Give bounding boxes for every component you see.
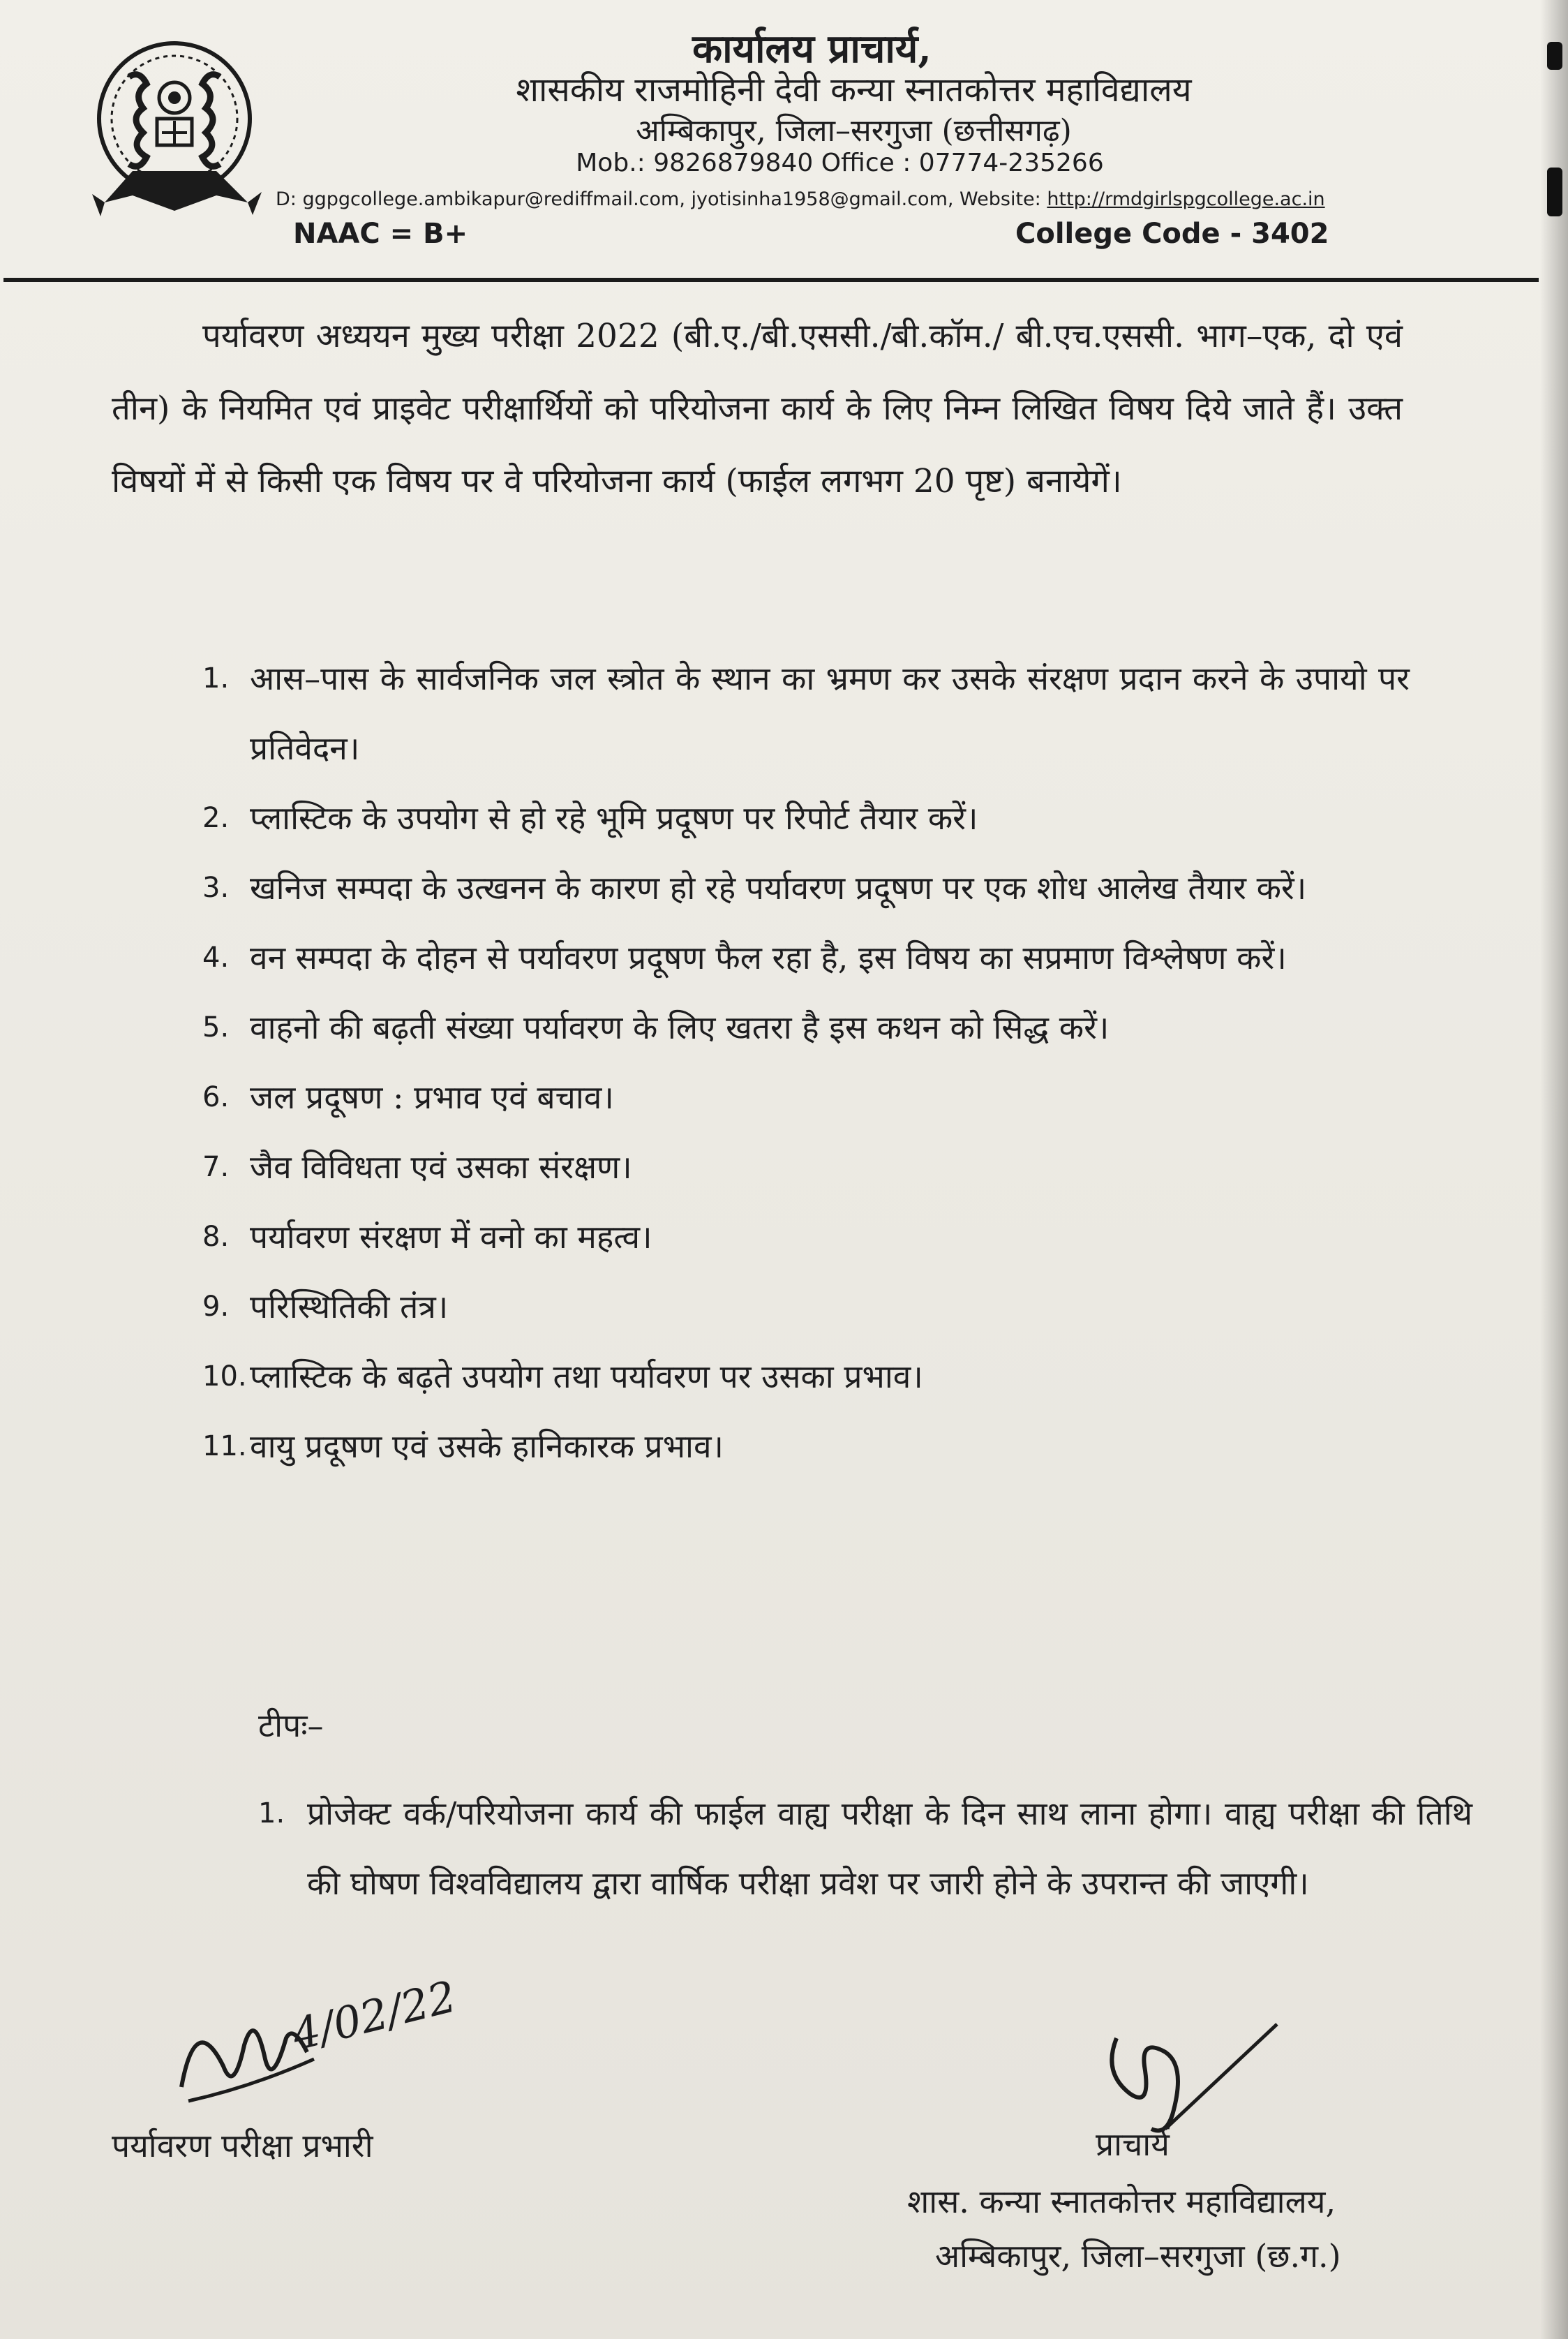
signature-date: 4/02/22: [287, 1970, 461, 2060]
topic-text: वायु प्रदूषण एवं उसके हानिकारक प्रभाव।: [250, 1427, 724, 1465]
topic-item: [202, 1272, 1410, 1342]
note-item: [258, 1779, 1472, 1918]
topic-text: जल प्रदूषण : प्रभाव एवं बचाव।: [250, 1078, 614, 1116]
contact-mobile: Mob.: 9826879840 Office : 07774-235266: [576, 149, 1104, 177]
topic-item: [202, 853, 1410, 923]
principal-address: अम्बिकापुर, जिला–सरगुजा (छ.ग.): [935, 2237, 1341, 2275]
topic-number: 5.: [202, 1011, 230, 1044]
topic-number: 3.: [202, 872, 230, 904]
topic-text: जैव विविधता एवं उसका संरक्षण।: [250, 1148, 632, 1186]
topic-text: पर्यावरण संरक्षण में वनो का महत्व।: [250, 1218, 652, 1256]
principal-college: शास. कन्या स्नातकोत्तर महाविद्यालय,: [907, 2183, 1336, 2220]
contact-email-line: [276, 188, 1325, 210]
topic-item: [202, 1062, 1410, 1132]
punch-mark: [1547, 168, 1562, 216]
college-code: College Code - 3402: [1015, 218, 1329, 250]
topic-number: 8.: [202, 1221, 230, 1253]
topic-number: 7.: [202, 1151, 230, 1183]
topic-text: वन सम्पदा के दोहन से पर्यावरण प्रदूषण फैल रहा है, इस विषय का सप्रमाण विश्लेषण करें।: [250, 939, 1287, 977]
email-text: D: ggpgcollege.ambikapur@rediffmail.com, jyotisinha1958@gmail.com, Website:: [276, 188, 1041, 210]
website-link[interactable]: http://rmdgirlspgcollege.ac.in: [1047, 188, 1325, 210]
topic-text: प्लास्टिक के बढ़ते उपयोग तथा पर्यावरण पर उसका प्रभाव।: [250, 1358, 923, 1395]
topic-text: खनिज सम्पदा के उत्खनन के कारण हो रहे पर्यावरण प्रदूषण पर एक शोध आलेख तैयार करें।: [250, 869, 1307, 907]
topic-text: आस–पास के सार्वजनिक जल स्त्रोत के स्थान का भ्रमण कर उसके संरक्षण प्रदान करने के उपायो पर प्रतिवेदन।: [250, 660, 1410, 767]
exam-incharge-label: पर्यावरण परीक्षा प्रभारी: [112, 2127, 373, 2164]
note-number: 1.: [258, 1797, 285, 1829]
topic-item: [202, 993, 1410, 1062]
naac-grade: NAAC = B+: [293, 218, 468, 250]
principal-label: प्राचार्य: [1096, 2125, 1170, 2163]
topic-list: [202, 644, 1410, 1481]
topic-item: [202, 783, 1410, 853]
topic-item: [202, 1202, 1410, 1272]
topic-item: [202, 1132, 1410, 1202]
intro-paragraph: पर्यावरण अध्ययन मुख्य परीक्षा 2022 (बी.ए./बी.एससी./बी.कॉम./ बी.एच.एससी. भाग–एक, दो एवं तीन) के नियमित एवं प्राइवेट परीक्षार्थियों को परियोजना कार्य के लिए निम्न लिखित विषय दिये जाते हैं। उक्त विषयों में से किसी एक विषय पर वे परियोजना कार्य (फाईल लगभग 20 पृष्ट) बनायेगें।: [112, 317, 1403, 500]
college-address: अम्बिकापुर, जिला–सरगुजा (छत्तीसगढ़): [636, 113, 1072, 149]
topic-text: प्लास्टिक के उपयोग से हो रहे भूमि प्रदूषण पर रिपोर्ट तैयार करें।: [250, 799, 978, 837]
page-edge-shadow: [1540, 0, 1568, 2339]
topic-number: 6.: [202, 1081, 230, 1113]
header-divider: [3, 278, 1539, 282]
topic-number: 2.: [202, 802, 230, 834]
topic-number: 4.: [202, 942, 230, 974]
topic-number: 1.: [202, 662, 230, 695]
topic-number: 11.: [202, 1430, 247, 1462]
topic-item: [202, 923, 1410, 993]
college-name: शासकीय राजमोहिनी देवी कन्या स्नातकोत्तर महाविद्यालय: [516, 70, 1192, 110]
topic-text: परिस्थितिकी तंत्र।: [250, 1288, 449, 1326]
note-text: प्रोजेक्ट वर्क/परियोजना कार्य की फाईल वाह्य परीक्षा के दिन साथ लाना होगा। वाह्य परीक्षा की तिथि की घोषण विश्वविद्यालय द्वारा वार्षिक परीक्षा प्रवेश पर जारी होने के उपरान्त की जाएगी।: [307, 1795, 1472, 1902]
topic-item: [202, 1411, 1410, 1481]
office-title: कार्यालय प्राचार्य,: [692, 26, 932, 72]
note-title: टीपः–: [258, 1707, 324, 1744]
topic-text: वाहनो की बढ़ती संख्या पर्यावरण के लिए खतरा है इस कथन को सिद्ध करें।: [250, 1009, 1110, 1046]
topic-number: 9.: [202, 1291, 230, 1323]
topic-item: [202, 644, 1410, 783]
topic-number: 10.: [202, 1360, 247, 1393]
topic-item: [202, 1342, 1410, 1411]
punch-mark: [1547, 42, 1562, 70]
